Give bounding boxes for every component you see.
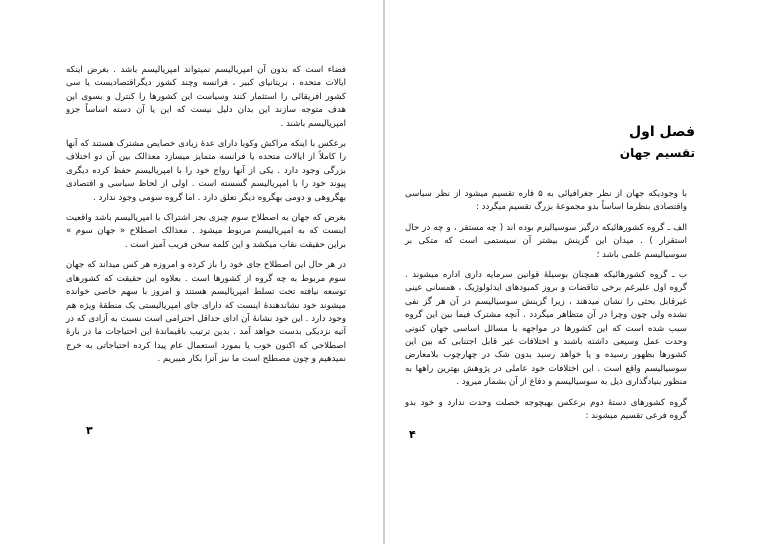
- chapter-subtitle: تقسیم جهان: [619, 146, 695, 160]
- paragraph: برعکس با اینکه مراکش وکوبا دارای عدهٔ زیادی خصایص مشترک هستند که آنها را کاملاً از ایالات متحده یا فرانسه متمایز میسازد معذالک بین آن دو اختلاف بزرگی وجود دارد . یکی از آنها رواج خود را با امپریالیسم حفظ کرده دیگری پیوند خود را با امپریالیسم گسسته است . اولی از لحاظ سیاسی و اقتصادی بهگروهی و دومی بهگروه دیگر تعلق دارد . اما گروه سومی وجود ندارد .: [66, 139, 346, 203]
- paragraph: در هر حال این اصطلاح جای خود را باز کرده و امروزه هر کس میداند که جهان سوم مربوط به چه گروه از کشورها است . بعلاوه این حقیقت که کشورهای توسعه نیافته تحت تسلط امپریالیسم هستند و امروز با سهم خاصی خوانده میشوند خود نشاندهندهٔ اینست که دارای جای امپریالیستی یک منطقهٔ ویژه هم وجود دارد . این خود نشانهٔ آن ادای حداقل احترامی است نسبت به آزادی که در آتیه نزدیکی بدست خواهد آمد . بدین ترتیب باقیماندهٔ این احتیاجات ما در بارهٔ اصطلاحی که اکنون خوب یا بمورد استعمال عام پیدا کرده احتیاجاتی به خرج نمیدهیم و چون مصطلح است ما نیز آنرا بکار میبریم .: [66, 260, 346, 365]
- paragraph: الف ـ گروه کشورهائیکه درگیر سوسیالیزم بوده اند ( چه مستقر ، و چه در حال استقرار ) . میدان این گزینش بیشتر آن سیستمی است که متکی بر سوسیالیسم علمی باشد ؛: [405, 222, 687, 260]
- right-page-text: [405, 188, 687, 424]
- page-number: ۳: [86, 424, 93, 437]
- paragraph: ب ـ گروه کشورهائیکه همچنان بوسیلهٔ قوانین سرمایه داری اداره میشوند . گروه اول علیرغم برخی تناقضات و بروز کمبودهای ایدئولوژیک ، همسانی عینی غیرقابل بحثی را نشان میدهند ، زیرا گزینش سوسیالیسم در آن هر گز نفی نشده ولی چون وچرا در آن متظاهر میگردد . آنچه مشترک فیما بین این گروه سبب شده است که این کشورها در مواجهه با مسائل اساسی جهان کنونی وحدت عمل وسیعی داشته باشند و اختلافات غیر قابل اجتنابی که بین این کشورها بظهور رسیده و یا خواهد رسید بدون شک در چهارچوب بلامعارض سوسیالیسم واقع است . این اختلافات خود عاملی در پژوهش بهترین راهها به منظور بنیادگذاری ذیل به سوسیالیسم و دفاع از آن بشمار میرود .: [405, 270, 687, 388]
- chapter-title: فصل اول: [629, 124, 695, 140]
- paragraph: فضاء است که بدون آن امپریالیسم نمیتواند امپریالیسم باشد . بغرض اینکه ایالات متحده ، بریتانیای کبیر ، فرانسه وچند کشور دیگراقتصادیست یا سی کشور افریقائی را استثمار کنند وسیاست این کشورها را کنترل و بسوی این هدف متوجه سازند این بدان دلیل نیست که این یا آن دسته اساساً جزو امپریالیسم باشند .: [66, 65, 346, 129]
- paragraph: با وجودیکه جهان از نظر جغرافیائی به ۵ قاره تقسیم میشود از نظر سیاسی واقتصادی بنظرما اساساً بدو مجموعهٔ بزرگ تقسیم میگردد :: [405, 189, 687, 213]
- left-page: [0, 0, 383, 544]
- paragraph: گروه کشورهای دستهٔ دوم برعکس بهیچوجه خصلت وحدت ندارد و خود بدو گروه فرعی تقسیم میشوند :: [405, 397, 687, 422]
- left-page-text: [66, 64, 346, 367]
- page-number: ۴: [409, 428, 416, 441]
- right-page: [385, 0, 768, 544]
- paragraph: بغرض که جهان به اصطلاح سوم چیزی بجز اشتراک با امپریالیسم باشد واقعیت اینست که به امپریالیسم مربوط میشود . معذالک اصطلاح « جهان سوم » براین حقیقت نقاب میکشد و این کلمه سخن فریب آمیز است .: [66, 213, 346, 250]
